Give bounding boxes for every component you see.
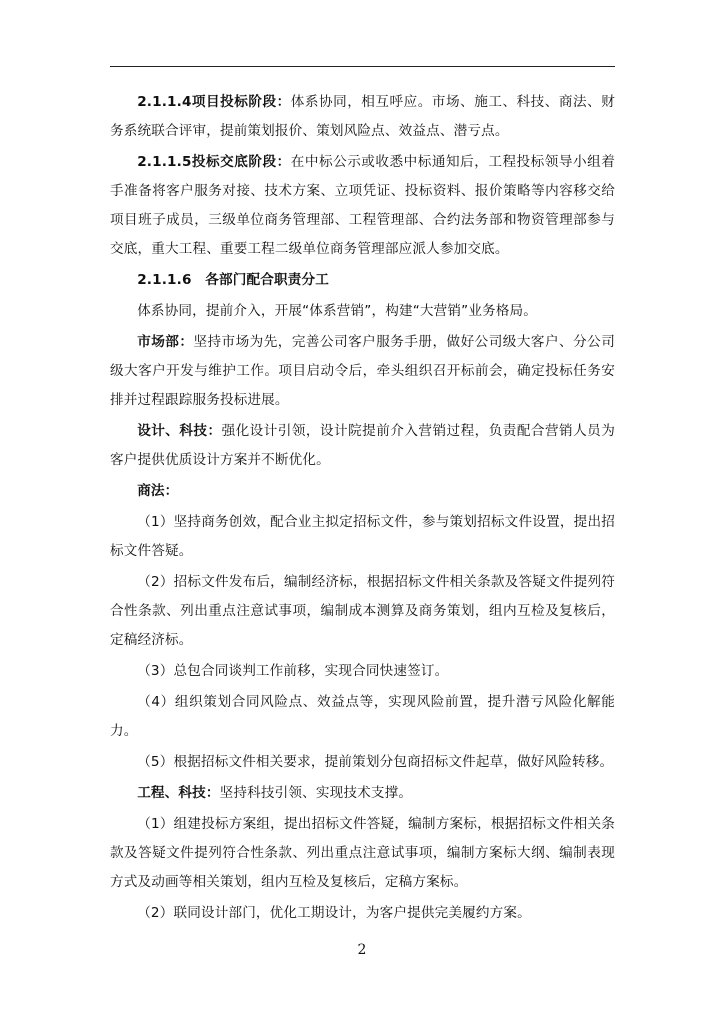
paragraph-system-coordination: 体系协同，提前介入，开展“体系营销”，构建“大营销”业务格局。 [137,303,538,319]
list-item-engineering-2: （2）联同设计部门，优化工期设计，为客户提供完美履约方案。 [137,905,531,921]
dept-heading-market: 市场部： [137,334,194,350]
list-item-commerce-2: （2）招标文件发布后，编制经济标，根据招标文件相关条款及答疑文件提列符合性条款、列出重点注意试事项，编制成本测算及商务策划，组内互检及复核后，定稿经济标。 [110,574,615,648]
dept-heading-engineering-tech: 工程、科技： [137,785,220,801]
paragraph-text: 在中标公示或收悉中标通知后，工程投标领导小组着手准备将客户服务对接、技术方案、立项凭证、投标资料、报价策略等内容移交给项目班子成员，三级单位商务管理部、工程管理部、合约法务部和物资管理部参与交底，重大工程、重要工程二级单位商务管理部应派人参加交底。 [110,154,615,257]
list-item-commerce-1: （1）坚持商务创效，配合业主拟定招标文件，参与策划招标文件设置，提出招标文件答疑。 [110,514,615,559]
paragraph-text: 坚持市场为先，完善公司客户服务手册，做好公司级大客户、分公司级大客户开发与维护工作。项目启动令后，牵头组织召开标前会，确定投标任务安排并过程跟踪服务投标进展。 [110,334,615,408]
dept-heading-commerce-law: 商法： [137,483,179,499]
header-rule [110,66,615,67]
dept-heading-design-tech: 设计、科技： [137,423,222,439]
paragraph-text: 强化设计引领，设计院提前介入营销过程，负责配合营销人员为客户提供优质设计方案并不断优化。 [110,423,615,468]
paragraph-text: 体系协同，相互呼应。市场、施工、科技、商法、财务系统联合评审，提前策划报价、策划风险点、效益点、潜亏点。 [110,94,615,139]
list-item-commerce-5: （5）根据招标文件相关要求，提前策划分包商招标文件起草，做好风险转移。 [137,754,614,770]
paragraph-market-dept [110,328,615,415]
section-heading-2-1-1-4: 2.1.1.4项目投标阶段： [137,94,291,110]
paragraph-engineering-tech [110,779,615,808]
paragraph-bid-stage [110,88,615,146]
page-number: 2 [357,942,367,958]
list-item-commerce-3: （3）总包合同谈判工作前移，实现合同快速签订。 [137,663,449,679]
paragraph-design-tech [110,417,615,475]
section-heading-2-1-1-5: 2.1.1.5投标交底阶段： [137,154,291,170]
section-heading-2-1-1-6: 2.1.1.6 各部门配合职责分工 [137,272,330,288]
document-body [110,88,615,928]
list-item-engineering-1: （1）组建投标方案组，提出招标文件答疑，编制方案标，根据招标文件相关条款及答疑文件提列符合性条款、列出重点注意试事项，编制方案标大纲、编制表现方式及动画等相关策划，组内互检及复核后，定稿方案标。 [110,816,615,890]
list-item-commerce-4: （4）组织策划合同风险点、效益点等，实现风险前置，提升潜亏风险化解能力。 [110,694,615,739]
paragraph-handover-stage [110,148,615,264]
paragraph-text: 坚持科技引领、实现技术支撑。 [219,785,413,801]
